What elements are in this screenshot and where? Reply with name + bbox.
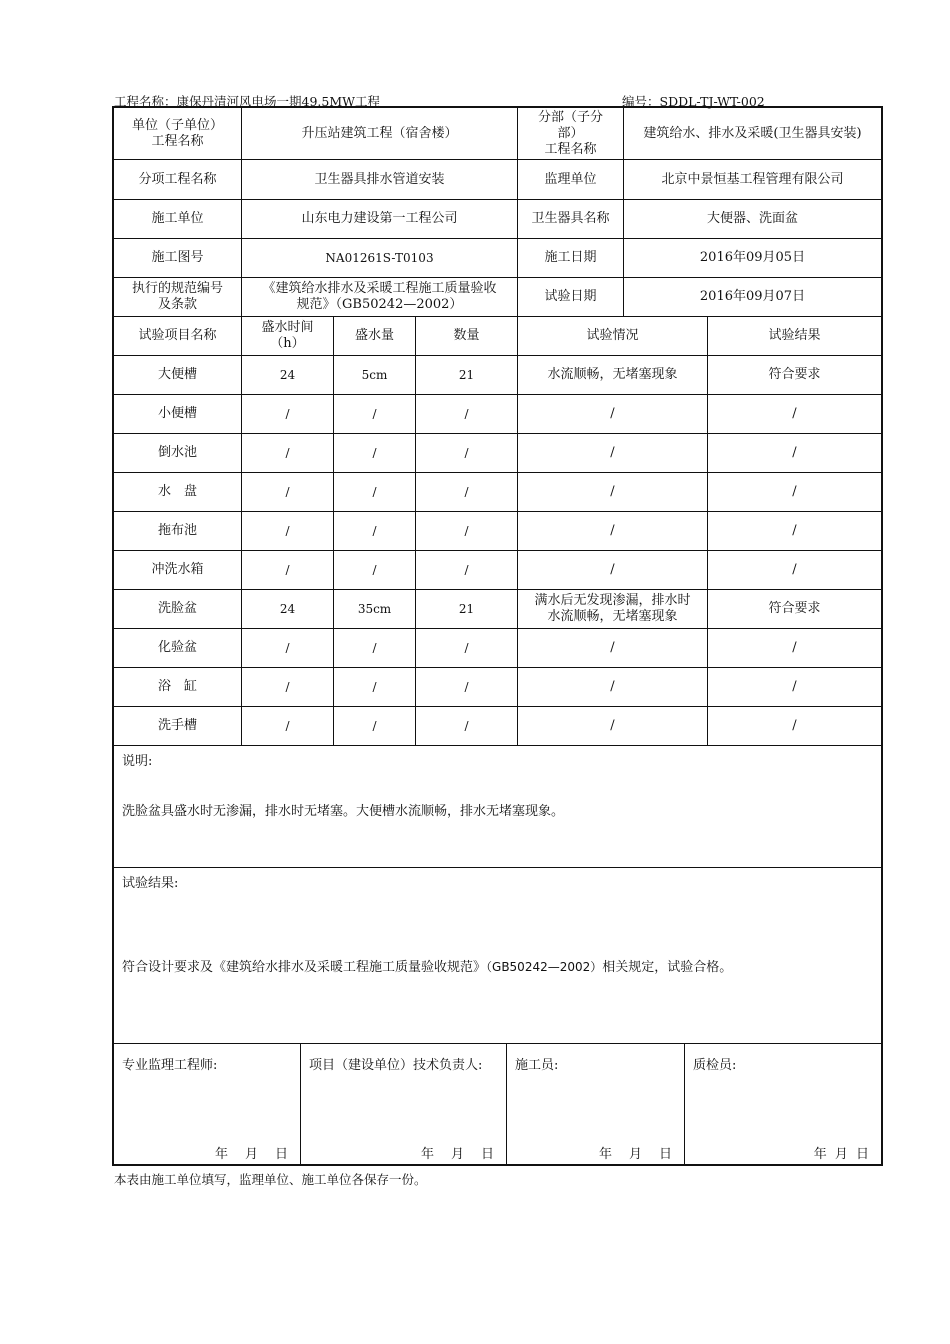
item-name: 化验盆 — [114, 629, 242, 667]
test-date-label: 试验日期 — [518, 278, 624, 316]
item-volume: / — [334, 551, 416, 589]
supervisor-value: 北京中景恒基工程管理有限公司 — [661, 171, 844, 187]
unit-value: 升压站建筑工程（宿舍楼） — [242, 108, 518, 159]
signature-row — [114, 1044, 881, 1164]
item-time: / — [242, 707, 334, 745]
item-result: / — [792, 640, 797, 655]
item-result: / — [792, 484, 797, 499]
info-row-drawing — [114, 239, 881, 278]
item-situation: / — [518, 551, 708, 589]
standard-value: 《建筑给水排水及采暖工程施工质量验收 规范》（GB50242—2002） — [242, 278, 518, 316]
item-time: 24 — [242, 590, 334, 628]
item-count: / — [416, 668, 518, 706]
signature-inspector — [685, 1044, 881, 1164]
signature-supervisor-label: 专业监理工程师: — [122, 1058, 218, 1073]
info-row-unit — [114, 108, 881, 160]
table-row — [114, 668, 881, 707]
item-result: 符合要求 — [768, 601, 821, 616]
fixture-value: 大便器、洗面盆 — [706, 211, 798, 226]
item-count: 21 — [416, 590, 518, 628]
item-volume: / — [334, 434, 416, 472]
notes-text: 洗脸盆具盛水时无渗漏，排水时无堵塞。大便槽水流顺畅，排水无堵塞现象。 — [122, 804, 565, 819]
construct-date-value: 2016年09月05日 — [699, 250, 806, 265]
item-volume: 5cm — [334, 356, 416, 394]
col-result-header: 试验结果 — [768, 328, 821, 343]
standard-label: 执行的规范编号 及条款 — [114, 278, 242, 316]
column-header-row — [114, 317, 881, 356]
item-count: / — [416, 473, 518, 511]
item-name: 大便槽 — [114, 356, 242, 394]
item-result: / — [792, 523, 797, 538]
table-row — [114, 395, 881, 434]
signature-builder-label: 施工员: — [515, 1058, 559, 1073]
sub-label: 分部（子分 部） 工程名称 — [518, 108, 624, 159]
signature-supervisor-date: 年 月 日 — [214, 1147, 290, 1162]
item-result: / — [792, 406, 797, 421]
item-label: 分项工程名称 — [114, 160, 242, 199]
project-name: 工程名称：康保丹清河风电场一期49.5MW工程 — [114, 94, 380, 109]
item-situation: / — [518, 395, 708, 433]
table-row — [114, 590, 881, 629]
item-situation: / — [518, 629, 708, 667]
item-count: / — [416, 434, 518, 472]
table-row — [114, 629, 881, 668]
conclusion-text-prefix: 符合设计要求及《建筑给水排水及采暖工程施工质量验收规范》 — [122, 960, 487, 975]
signature-builder-date: 年 月 日 — [598, 1147, 674, 1162]
info-row-item — [114, 160, 881, 200]
test-date-value: 2016年09月07日 — [699, 289, 806, 304]
item-name: 洗手槽 — [114, 707, 242, 745]
drawing-label: 施工图号 — [114, 239, 242, 277]
drawing-value: NA01261S-T0103 — [242, 239, 518, 277]
item-count: / — [416, 707, 518, 745]
item-volume: 35cm — [334, 590, 416, 628]
item-value: 卫生器具排水管道安装 — [242, 160, 518, 199]
item-time: / — [242, 395, 334, 433]
contractor-value: 山东电力建设第一工程公司 — [242, 200, 518, 238]
footer-note: 本表由施工单位填写，监理单位、施工单位各保存一份。 — [114, 1172, 427, 1187]
item-count: / — [416, 395, 518, 433]
item-name: 冲洗水箱 — [114, 551, 242, 589]
col-situation-header: 试验情况 — [518, 317, 708, 355]
signature-inspector-date: 年 月 日 — [813, 1147, 871, 1162]
item-volume: / — [334, 473, 416, 511]
item-name: 洗脸盆 — [114, 590, 242, 628]
item-time: / — [242, 551, 334, 589]
signature-tech-lead-date: 年 月 日 — [420, 1147, 496, 1162]
item-volume: / — [334, 395, 416, 433]
item-situation: / — [518, 512, 708, 550]
sub-value: 建筑给水、排水及采暖(卫生器具安装) — [643, 125, 862, 141]
conclusion-section — [114, 868, 881, 1044]
item-time: / — [242, 512, 334, 550]
item-volume: / — [334, 512, 416, 550]
item-name: 拖布池 — [114, 512, 242, 550]
item-name: 浴 缸 — [114, 668, 242, 706]
item-situation: 水流顺畅，无堵塞现象 — [518, 356, 708, 394]
item-count: / — [416, 512, 518, 550]
item-volume: / — [334, 668, 416, 706]
item-time: / — [242, 668, 334, 706]
col-time-header: 盛水时间 （h） — [242, 317, 334, 355]
item-result: / — [792, 679, 797, 694]
construct-date-label: 施工日期 — [518, 239, 624, 277]
item-volume: / — [334, 707, 416, 745]
conclusion-text-code: （GB50242—2002） — [486, 960, 603, 974]
col-count-header: 数量 — [416, 317, 518, 355]
item-count: / — [416, 629, 518, 667]
signature-inspector-label: 质检员: — [693, 1058, 737, 1073]
table-row — [114, 434, 881, 473]
conclusion-text-suffix: 相关规定，试验合格。 — [602, 960, 733, 975]
info-row-contractor — [114, 200, 881, 239]
conclusion-text — [122, 956, 732, 975]
conclusion-label: 试验结果: — [122, 876, 179, 891]
doc-number: 编号：SDDL-TJ-WT-002 — [622, 94, 765, 109]
signature-tech-lead-label: 项目（建设单位）技术负责人: — [309, 1058, 483, 1073]
supervisor-label: 监理单位 — [518, 160, 624, 199]
item-situation: / — [518, 473, 708, 511]
item-time: / — [242, 629, 334, 667]
item-result: / — [792, 445, 797, 460]
fixture-label: 卫生器具名称 — [518, 200, 624, 238]
item-result: / — [792, 718, 797, 733]
item-time: / — [242, 473, 334, 511]
table-row — [114, 512, 881, 551]
item-name: 水 盘 — [114, 473, 242, 511]
signature-supervisor — [114, 1044, 301, 1164]
inspection-table — [112, 106, 883, 1166]
contractor-label: 施工单位 — [114, 200, 242, 238]
item-situation: / — [518, 668, 708, 706]
notes-section — [114, 746, 881, 868]
item-count: 21 — [416, 356, 518, 394]
col-name-header: 试验项目名称 — [114, 317, 242, 355]
table-row — [114, 707, 881, 746]
signature-tech-lead — [301, 1044, 507, 1164]
item-result: 符合要求 — [768, 367, 821, 382]
item-situation: 满水后无发现渗漏，排水时 水流顺畅，无堵塞现象 — [518, 590, 708, 628]
item-count: / — [416, 551, 518, 589]
table-row — [114, 473, 881, 512]
item-name: 倒水池 — [114, 434, 242, 472]
item-situation: / — [518, 707, 708, 745]
signature-builder — [507, 1044, 685, 1164]
item-situation: / — [518, 434, 708, 472]
unit-label: 单位（子单位） 工程名称 — [114, 108, 242, 159]
item-time: / — [242, 434, 334, 472]
notes-label: 说明: — [122, 754, 153, 769]
col-volume-header: 盛水量 — [334, 317, 416, 355]
table-row — [114, 356, 881, 395]
item-time: 24 — [242, 356, 334, 394]
table-row — [114, 551, 881, 590]
info-row-standard — [114, 278, 881, 317]
item-volume: / — [334, 629, 416, 667]
item-name: 小便槽 — [114, 395, 242, 433]
item-result: / — [792, 562, 797, 577]
